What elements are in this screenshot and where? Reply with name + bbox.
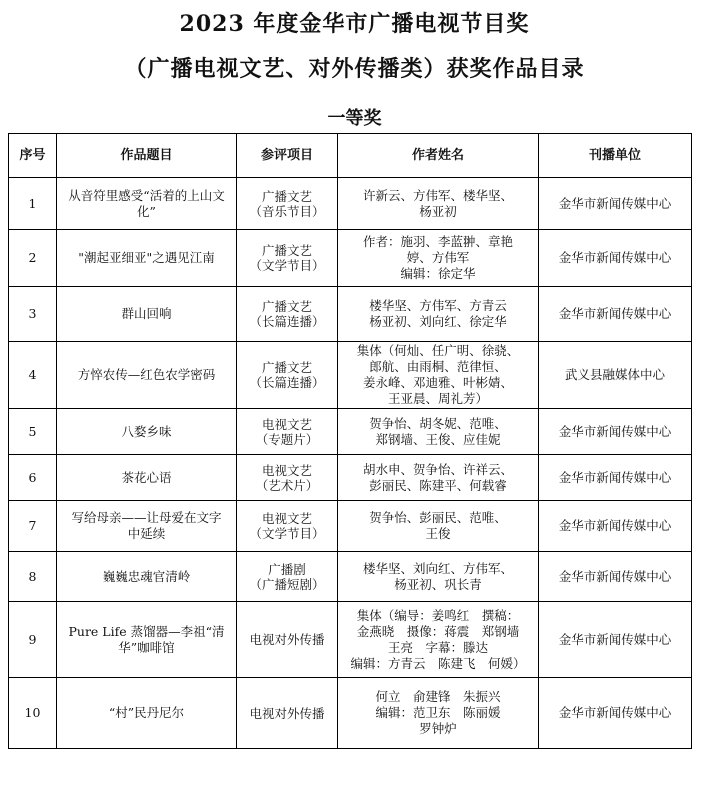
cell-authors: 集体（何灿、任广明、徐骁、 郎航、由雨桐、范律恒、 姜永峰、邓迪雅、叶彬婧、 王亚晨、周礼芳）	[338, 342, 539, 409]
cell-authors: 贺争怡、彭丽民、范唯、 王俊	[338, 501, 539, 552]
cell-category: 广播文艺 （音乐节目）	[237, 178, 338, 230]
cell-unit: 金华市新闻传媒中心	[539, 287, 692, 342]
cell-authors: 许新云、方伟军、楼华坚、 杨亚初	[338, 178, 539, 230]
cell-category: 电视对外传播	[237, 678, 338, 749]
cell-unit: 金华市新闻传媒中心	[539, 178, 692, 230]
cell-category: 广播剧 （广播短剧）	[237, 552, 338, 602]
table-header-row	[9, 134, 692, 178]
cell-title: “村”民丹尼尔	[57, 678, 237, 749]
cell-number: 6	[9, 455, 57, 501]
document-title-line1: 2023 年度金华市广播电视节目奖	[179, 11, 530, 37]
table-row	[9, 678, 692, 749]
cell-number: 8	[9, 552, 57, 602]
cell-authors: 何立 俞建锋 朱振兴 编辑：范卫东 陈丽媛 罗钟炉	[338, 678, 539, 749]
table-row	[9, 178, 692, 230]
table-row	[9, 342, 692, 409]
table-row	[9, 602, 692, 678]
cell-number: 10	[9, 678, 57, 749]
cell-authors: 贺争怡、胡冬妮、范唯、 郑钢墙、王俊、应佳妮	[338, 409, 539, 455]
cell-number: 5	[9, 409, 57, 455]
cell-authors: 楼华坚、刘向红、方伟军、 杨亚初、巩长青	[338, 552, 539, 602]
cell-category: 广播文艺 （长篇连播）	[237, 342, 338, 409]
document-title-line2: （广播电视文艺、对外传播类）获奖作品目录	[124, 56, 585, 82]
column-header-number: 序号	[9, 134, 57, 178]
awards-table	[8, 133, 692, 749]
cell-number: 1	[9, 178, 57, 230]
cell-number: 7	[9, 501, 57, 552]
cell-unit: 金华市新闻传媒中心	[539, 409, 692, 455]
cell-category: 电视文艺 （专题片）	[237, 409, 338, 455]
table-row	[9, 455, 692, 501]
table-row	[9, 552, 692, 602]
table-row	[9, 501, 692, 552]
cell-unit: 金华市新闻传媒中心	[539, 455, 692, 501]
cell-number: 2	[9, 230, 57, 287]
cell-unit: 金华市新闻传媒中心	[539, 501, 692, 552]
cell-authors: 集体（编导：姜鸣红 撰稿： 金燕晓 摄像：蒋震 郑钢墙 王亮 字幕：滕达 编辑：方青云 陈建飞 何媛）	[338, 602, 539, 678]
cell-category: 电视文艺 （文学节目）	[237, 501, 338, 552]
cell-title: Pure Life 蒸馏器—李祖“清华”咖啡馆	[57, 602, 237, 678]
column-header-category: 参评项目	[237, 134, 338, 178]
section-title: 一等奖	[327, 108, 382, 129]
column-header-unit: 刊播单位	[539, 134, 692, 178]
table-row	[9, 230, 692, 287]
cell-unit: 金华市新闻传媒中心	[539, 552, 692, 602]
cell-authors: 胡水申、贺争怡、许祥云、 彭丽民、陈建平、何载睿	[338, 455, 539, 501]
cell-title: 茶花心语	[57, 455, 237, 501]
cell-title: 巍巍忠魂官清岭	[57, 552, 237, 602]
cell-title: 八婺乡味	[57, 409, 237, 455]
cell-category: 广播文艺 （长篇连播）	[237, 287, 338, 342]
cell-title: "潮起亚细亚"之遇见江南	[57, 230, 237, 287]
cell-unit: 金华市新闻传媒中心	[539, 678, 692, 749]
cell-unit: 金华市新闻传媒中心	[539, 230, 692, 287]
cell-number: 9	[9, 602, 57, 678]
column-header-title: 作品题目	[57, 134, 237, 178]
cell-category: 电视对外传播	[237, 602, 338, 678]
cell-number: 3	[9, 287, 57, 342]
cell-title: 写给母亲——让母爱在文字中延续	[57, 501, 237, 552]
cell-unit: 金华市新闻传媒中心	[539, 602, 692, 678]
cell-authors: 作者：施羽、李蓝翀、章艳 婷、方伟军 编辑：徐定华	[338, 230, 539, 287]
cell-unit: 武义县融媒体中心	[539, 342, 692, 409]
cell-category: 电视文艺 （艺术片）	[237, 455, 338, 501]
cell-category: 广播文艺 （文学节目）	[237, 230, 338, 287]
cell-number: 4	[9, 342, 57, 409]
column-header-authors: 作者姓名	[338, 134, 539, 178]
table-row	[9, 409, 692, 455]
table-row	[9, 287, 692, 342]
cell-title: 从音符里感受“活着的上山文化”	[57, 178, 237, 230]
cell-authors: 楼华坚、方伟军、方青云 杨亚初、刘向红、徐定华	[338, 287, 539, 342]
cell-title: 群山回响	[57, 287, 237, 342]
cell-title: 方悴农传—红色农学密码	[57, 342, 237, 409]
